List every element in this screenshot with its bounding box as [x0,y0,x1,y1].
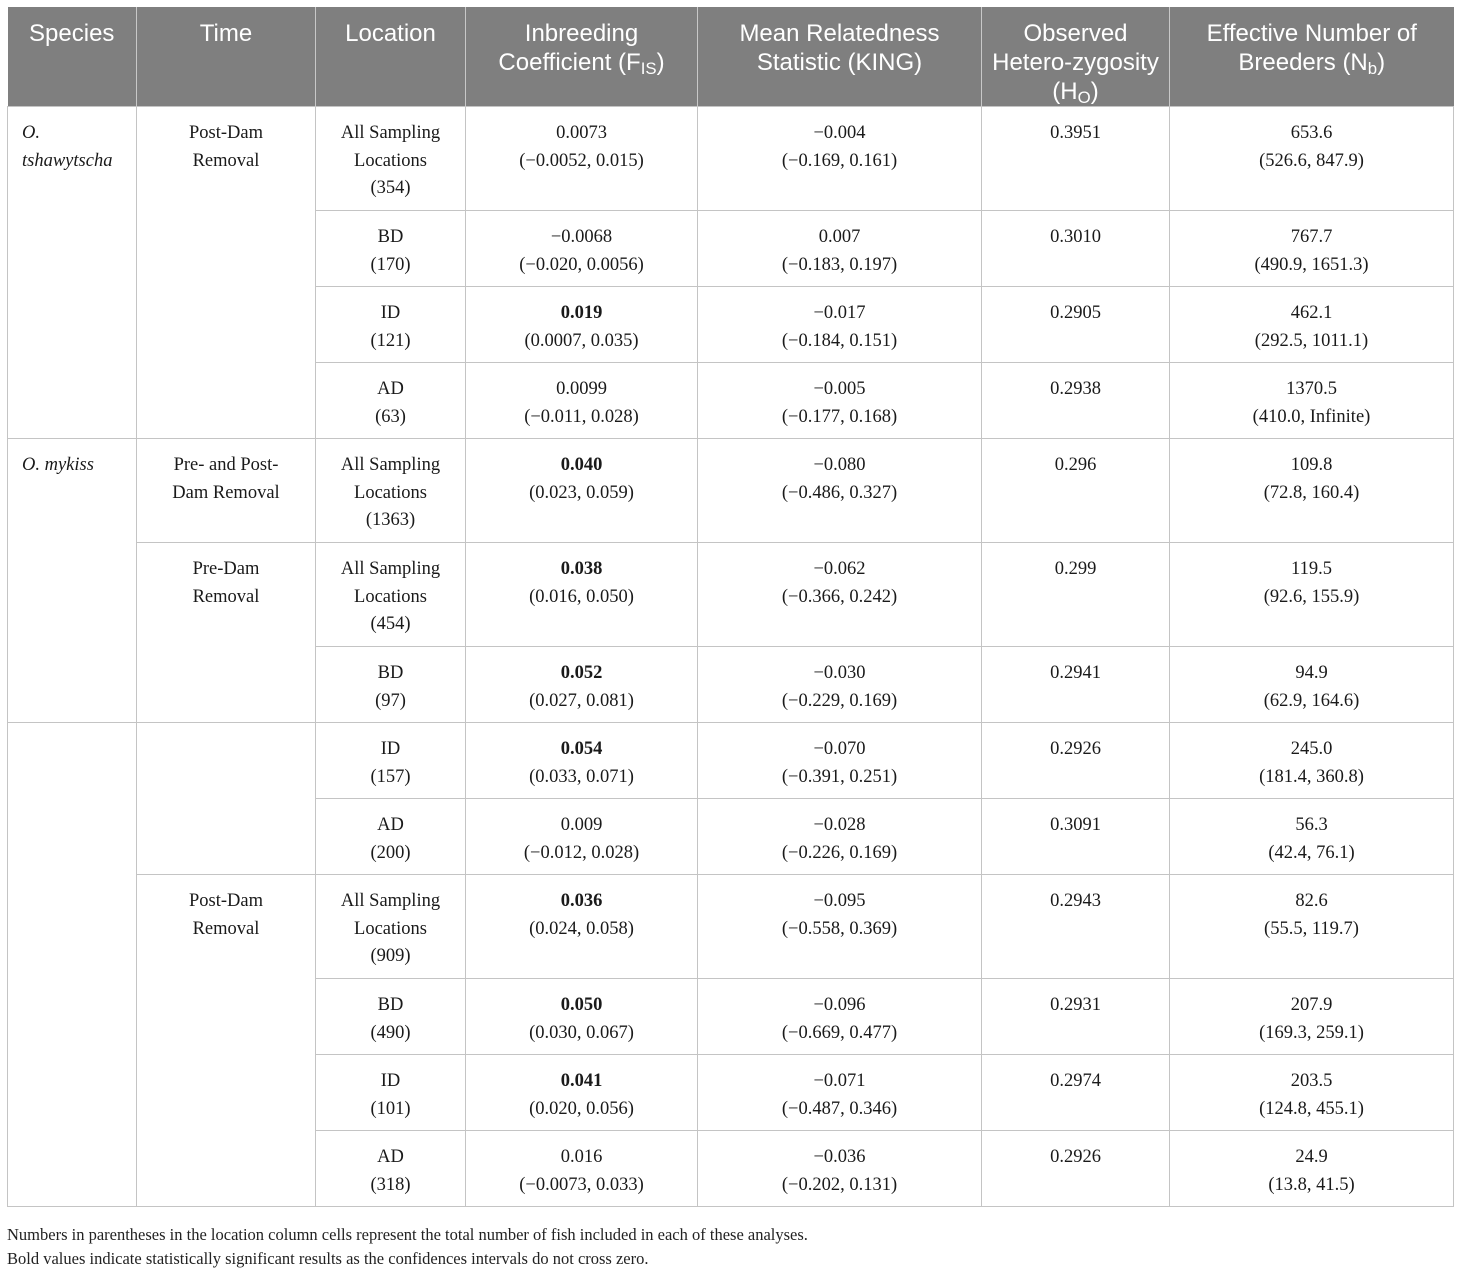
mean-relatedness-cell [698,875,982,979]
breeders-value: 109.8 [1290,455,1333,475]
location-line: (200) [370,842,411,863]
breeders-value: 203.5 [1290,1071,1333,1091]
observed-heterozygosity-cell [982,979,1170,1055]
relatedness-ci: (−0.558, 0.369) [781,918,898,939]
location-line: (354) [370,178,411,198]
time-cell [137,723,316,875]
inbreeding-coefficient-cell [466,107,698,211]
inbreeding-ci: (0.0007, 0.035) [524,330,639,351]
relatedness-value: −0.071 [813,1071,866,1091]
inbreeding-value: 0.0073 [556,123,607,143]
inbreeding-value: 0.050 [560,995,603,1015]
location-line: (490) [370,1022,411,1043]
location-line: ID [380,739,401,759]
effective-breeders-cell [1170,723,1454,799]
heterozygosity-value: 0.3010 [1050,227,1101,247]
relatedness-value: −0.080 [813,455,866,475]
location-line: (909) [370,946,411,966]
observed-heterozygosity-cell [982,1131,1170,1207]
heterozygosity-value: 0.299 [1054,559,1097,579]
observed-heterozygosity-cell [982,799,1170,875]
inbreeding-value: 0.016 [560,1147,603,1167]
observed-heterozygosity-cell [982,439,1170,543]
observed-heterozygosity-cell [982,363,1170,439]
location-line: BD [377,995,404,1015]
location-line: All Sampling [340,123,441,143]
relatedness-ci: (−0.391, 0.251) [781,766,898,787]
inbreeding-coefficient-cell [466,647,698,723]
effective-breeders-cell [1170,647,1454,723]
breeders-value: 653.6 [1290,123,1333,143]
relatedness-value: −0.036 [813,1147,866,1167]
relatedness-value: −0.017 [813,303,866,323]
inbreeding-coefficient-cell [466,979,698,1055]
location-line: Locations [354,150,427,171]
observed-heterozygosity-cell [982,875,1170,979]
table-row [8,543,1454,647]
header-species: Species [8,7,137,107]
inbreeding-ci: (0.024, 0.058) [529,918,634,939]
heterozygosity-value: 0.296 [1054,455,1097,475]
location-cell [316,107,466,211]
location-cell [316,543,466,647]
inbreeding-ci: (−0.0073, 0.033) [519,1174,644,1195]
heterozygosity-value: 0.2926 [1050,1147,1101,1167]
table-row [8,723,1454,799]
location-line: BD [377,663,404,683]
effective-breeders-cell [1170,287,1454,363]
heterozygosity-value: 0.2941 [1050,663,1101,683]
location-line: ID [380,1071,401,1091]
location-line: (170) [370,254,411,275]
inbreeding-value: 0.0099 [556,379,607,399]
heterozygosity-value: 0.3951 [1050,123,1101,143]
effective-breeders-cell [1170,799,1454,875]
location-cell [316,875,466,979]
table-row [8,875,1454,979]
location-line: AD [377,379,404,399]
breeders-ci: (13.8, 41.5) [1268,1174,1355,1195]
observed-heterozygosity-cell [982,211,1170,287]
inbreeding-ci: (−0.020, 0.0056) [519,254,644,275]
heterozygosity-value: 0.2926 [1050,739,1101,759]
relatedness-ci: (−0.169, 0.161) [781,150,898,171]
inbreeding-coefficient-cell [466,287,698,363]
effective-breeders-cell [1170,363,1454,439]
breeders-ci: (490.9, 1651.3) [1254,254,1369,275]
location-cell [316,1131,466,1207]
heterozygosity-value: 0.2974 [1050,1071,1101,1091]
inbreeding-value: 0.038 [560,559,603,579]
observed-heterozygosity-cell [982,287,1170,363]
breeders-ci: (92.6, 155.9) [1263,586,1360,607]
observed-heterozygosity-cell [982,647,1170,723]
location-cell [316,211,466,287]
location-line: (318) [370,1174,411,1195]
breeders-ci: (42.4, 76.1) [1268,842,1355,863]
mean-relatedness-cell [698,1131,982,1207]
breeders-value: 82.6 [1295,891,1328,911]
breeders-ci: (169.3, 259.1) [1259,1022,1364,1043]
breeders-value: 119.5 [1291,559,1332,579]
observed-heterozygosity-cell [982,107,1170,211]
heterozygosity-value: 0.2905 [1050,303,1101,323]
effective-breeders-cell [1170,211,1454,287]
table-row [8,107,1454,211]
location-cell [316,799,466,875]
inbreeding-ci: (0.016, 0.050) [529,586,634,607]
relatedness-ci: (−0.366, 0.242) [781,586,898,607]
effective-breeders-cell [1170,875,1454,979]
location-cell [316,439,466,543]
breeders-value: 1370.5 [1286,379,1337,399]
breeders-ci: (526.6, 847.9) [1259,150,1364,171]
time-cell: Pre- and Post-Dam Removal [137,439,316,543]
table-footnotes [7,1223,1453,1271]
time-cell: Post-Dam Removal [137,107,316,439]
relatedness-ci: (−0.202, 0.131) [781,1174,898,1195]
relatedness-ci: (−0.184, 0.151) [781,330,898,351]
header-observed-heterozygosity: Observed Hetero-zygosity $(H_O)$ [982,7,1170,107]
breeders-ci: (410.0, Infinite) [1252,406,1371,427]
inbreeding-value: 0.041 [560,1071,603,1091]
relatedness-value: −0.096 [813,995,866,1015]
inbreeding-coefficient-cell [466,799,698,875]
heterozygosity-value: 0.2938 [1050,379,1101,399]
inbreeding-coefficient-cell [466,439,698,543]
relatedness-ci: (−0.486, 0.327) [781,482,898,503]
breeders-ci: (62.9, 164.6) [1263,690,1360,711]
inbreeding-ci: (0.030, 0.067) [529,1022,634,1043]
heterozygosity-value: 0.2931 [1050,995,1101,1015]
relatedness-value: −0.095 [813,891,866,911]
location-line: All Sampling [340,891,441,911]
breeders-value: 462.1 [1290,303,1333,323]
time-cell: Pre-Dam Removal [137,543,316,723]
table-row [8,439,1454,543]
mean-relatedness-cell [698,799,982,875]
relatedness-ci: (−0.229, 0.169) [781,690,898,711]
relatedness-value: −0.004 [813,123,866,143]
mean-relatedness-cell [698,287,982,363]
relatedness-ci: (−0.487, 0.346) [781,1098,898,1119]
relatedness-ci: (−0.226, 0.169) [781,842,898,863]
mean-relatedness-cell [698,979,982,1055]
effective-breeders-cell [1170,543,1454,647]
breeders-ci: (181.4, 360.8) [1259,766,1364,787]
breeders-ci: (292.5, 1011.1) [1254,330,1369,351]
inbreeding-ci: (−0.0052, 0.015) [519,150,644,171]
inbreeding-value: 0.054 [560,739,603,759]
inbreeding-ci: (−0.011, 0.028) [524,406,639,427]
inbreeding-coefficient-cell [466,363,698,439]
relatedness-value: −0.028 [813,815,866,835]
observed-heterozygosity-cell [982,1055,1170,1131]
location-line: Locations [354,482,427,503]
breeders-value: 94.9 [1295,663,1328,683]
inbreeding-value: 0.009 [560,815,603,835]
mean-relatedness-cell [698,363,982,439]
location-cell [316,979,466,1055]
breeders-value: 56.3 [1295,815,1328,835]
effective-breeders-cell [1170,1055,1454,1131]
breeders-ci: (55.5, 119.7) [1264,918,1359,939]
relatedness-value: 0.007 [818,227,861,247]
location-line: Locations [354,586,427,607]
inbreeding-coefficient-cell [466,1055,698,1131]
effective-breeders-cell [1170,439,1454,543]
breeders-ci: (72.8, 160.4) [1263,482,1360,503]
inbreeding-coefficient-cell [466,211,698,287]
location-line: ID [380,303,401,323]
location-line: AD [377,1147,404,1167]
header-row [8,7,1454,107]
species-cell [8,723,137,1207]
location-line: AD [377,815,404,835]
relatedness-value: −0.062 [813,559,866,579]
header-effective-breeders: Effective Number of Breeders $(N_b)$ [1170,7,1454,107]
relatedness-ci: (−0.183, 0.197) [781,254,898,275]
location-line: (454) [370,614,411,634]
header-time: Time [137,7,316,107]
results-table [7,7,1454,1207]
mean-relatedness-cell [698,439,982,543]
location-line: BD [377,227,404,247]
inbreeding-coefficient-cell [466,1131,698,1207]
location-cell [316,647,466,723]
header-mean-relatedness: Mean Relatedness Statistic (KING) [698,7,982,107]
observed-heterozygosity-cell [982,543,1170,647]
breeders-value: 24.9 [1295,1147,1328,1167]
mean-relatedness-cell [698,723,982,799]
breeders-ci: (124.8, 455.1) [1259,1098,1364,1119]
inbreeding-value: 0.019 [560,303,603,323]
footnote-bold-values: Bold values indicate statistically significant results as the confidences intervals do not cross zero. [7,1249,649,1268]
inbreeding-ci: (−0.012, 0.028) [523,842,640,863]
location-line: (157) [370,766,411,787]
location-line: (1363) [365,510,416,530]
breeders-value: 207.9 [1290,995,1333,1015]
inbreeding-coefficient-cell [466,723,698,799]
effective-breeders-cell [1170,107,1454,211]
header-inbreeding-coefficient: Inbreeding Coefficient $(F_{IS})$ [466,7,698,107]
species-cell: O. tshawytscha [8,107,137,439]
inbreeding-ci: (0.020, 0.056) [529,1098,634,1119]
location-line: All Sampling [340,455,441,475]
inbreeding-ci: (0.023, 0.059) [529,482,634,503]
mean-relatedness-cell [698,1055,982,1131]
location-line: (101) [370,1098,411,1119]
location-cell [316,287,466,363]
inbreeding-value: 0.036 [560,891,603,911]
relatedness-ci: (−0.177, 0.168) [781,406,898,427]
observed-heterozygosity-cell [982,723,1170,799]
heterozygosity-value: 0.3091 [1050,815,1101,835]
location-line: All Sampling [340,559,441,579]
time-cell: Post-Dam Removal [137,875,316,1207]
relatedness-value: −0.070 [813,739,866,759]
location-line: (63) [375,406,406,427]
location-cell [316,1055,466,1131]
inbreeding-value: 0.040 [560,455,603,475]
location-cell [316,723,466,799]
location-cell [316,363,466,439]
breeders-value: 767.7 [1290,227,1333,247]
location-line: Locations [354,918,427,939]
species-cell: O. mykiss [8,439,137,723]
footnote-location-counts: Numbers in parentheses in the location column cells represent the total number of fish included in each of these analyses. [7,1225,808,1244]
inbreeding-ci: (0.027, 0.081) [529,690,634,711]
location-line: (97) [375,690,406,711]
inbreeding-value: −0.0068 [550,227,613,247]
relatedness-ci: (−0.669, 0.477) [781,1022,898,1043]
inbreeding-coefficient-cell [466,875,698,979]
mean-relatedness-cell [698,211,982,287]
inbreeding-coefficient-cell [466,543,698,647]
heterozygosity-value: 0.2943 [1050,891,1101,911]
mean-relatedness-cell [698,543,982,647]
mean-relatedness-cell [698,107,982,211]
inbreeding-value: 0.052 [560,663,603,683]
effective-breeders-cell [1170,979,1454,1055]
inbreeding-ci: (0.033, 0.071) [529,766,634,787]
header-location: Location [316,7,466,107]
effective-breeders-cell [1170,1131,1454,1207]
relatedness-value: −0.005 [813,379,866,399]
breeders-value: 245.0 [1290,739,1333,759]
mean-relatedness-cell [698,647,982,723]
location-line: (121) [370,330,411,351]
relatedness-value: −0.030 [813,663,866,683]
